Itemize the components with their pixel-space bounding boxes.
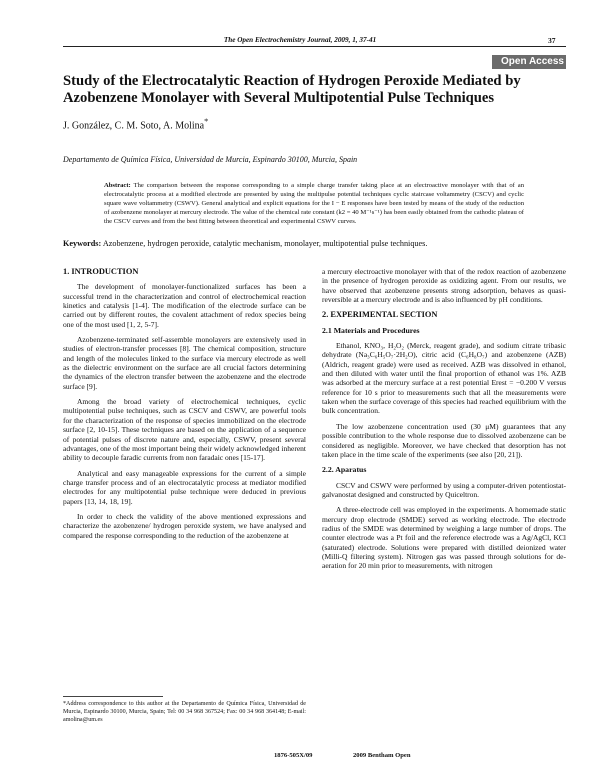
paragraph: A three-electrode cell was employed in the experiments. A homemade static mercury drop electrode (SMDE) served as working electrode. The electrode radius of the SMDE was determined by weighing a large number of drops. The counter electrode was a Pt foil and the reference electrode was a Ag/AgCl, KCl (saturated) electrode. Solutions were prepared with distilled deionized water (Milli-Q filtering system). Nitrogen gas was passed through solutions for de-aeration for 20 min prior to measurements, with nitrogen (322, 505, 566, 571)
authors (63, 117, 208, 131)
author-mark: * (204, 117, 209, 126)
open-access-badge: Open Access (492, 55, 566, 69)
keywords (63, 239, 568, 248)
header-rule (63, 46, 566, 47)
paragraph: Analytical and easy manageable expressions for the current of a simple charge transfer process and of an electrocatalytic process at mediator modified electrodes for any multipotential pulse technique were deduced in previous papers [13, 14, 18, 19]. (63, 468, 306, 506)
correspondence-footnote: *Address correspondence to this author at the Departamento de Química Física, Universidad de Murcia, Espinardo 30100, Murcia, Spain; Tel: 00 34 968 367524; Fax: 00 34 968 364148; E-mail: amolina@um.es (63, 701, 306, 724)
keywords-label: Keywords: (63, 239, 102, 248)
journal-header: The Open Electrochemistry Journal, 2009, 1, 37-41 (223, 36, 377, 44)
section-heading-introduction: 1. INTRODUCTION (63, 267, 139, 276)
paragraph: Ethanol, KNO₃, H₂O₂ (Merck, reagent grade), and sodium citrate tribasic dehydrate (Na₃C₆H₅O₇·2H₂O), citric acid (C₆H₈O₇) and azobenzene (AZB) (Aldrich, reagent grade) were used as received. AZB was dissolved in ethanol, and then diluted with water until the final proportion of ethanol was 1%. AZB was adsorbed at the mercury surface at a rest potential Erest = −0.200 V versus reference for 10 s prior to measurements such that all the measurements were taken when the surface coverage of this species had reached equilibrium with the bulk concentration. (322, 341, 566, 416)
paragraph: Azobenzene-terminated self-assemble monolayers are extensively used in studies of electron-transfer processes [8]. The chemical composition, structure and length of the molecules linked to the surface via mercury electrode as well as the dielectric environment on the surface are all crucial factors determining the dynamics of the electron transfer between the azobenzene and the electrode surface [9]. (63, 335, 306, 391)
paragraph: In order to check the validity of the above mentioned expressions and characterize the azobenzene/ hydrogen peroxide system, we have analysed and compared the response corresponding to the reduction of the azobenzene at (63, 511, 306, 540)
abstract-label: Abstract: (104, 182, 131, 189)
paragraph: The low azobenzene concentration used (30 μM) guarantees that any possible contribution to the whole response due to dissolved azobenzene can be considered as negligible. Moreover, we have checked that desorption has not taken place in the time scale of the experiments (see also [20, 21]). (322, 421, 566, 459)
abstract (104, 181, 524, 226)
subsection-heading-apparatus: 2.2. Aparatus (322, 465, 367, 475)
author-names: J. González, C. M. Soto, A. Molina (63, 120, 205, 132)
keywords-text: Azobenzene, hydrogen peroxide, catalytic mechanism, monolayer, multipotential pulse techniques. (102, 239, 428, 248)
abstract-text: The comparison between the response corresponding to a simple charge transfer taking place at an electroactive monolayer with that of an electrocatalytic process at a modified electrode are presented by using the multipulse potential techniques cyclic staircase voltammetry (CSCV) and cyclic square wave voltammetry (CSWV). General analytical and explicit equations for the I − E responses have been tested by means of the study of the reduction of azobenzene monolayer at mercury electrode. The value of the chemical rate constant (k2 = 40 M⁻¹s⁻¹) has been easily obtained from the cathodic plateau of the CSCV curves and from the best fitting between theoretical and experimental CSWV curves. (104, 182, 524, 226)
affiliation: Departamento de Química Física, Universidad de Murcia, Espinardo 30100, Murcia, Spain (63, 155, 358, 164)
footer-issn: 1876-505X/09 (274, 752, 313, 759)
footnote-rule (63, 696, 163, 697)
left-column (63, 267, 306, 540)
paragraph: Among the broad variety of electrochemical techniques, cyclic multipotential pulse techniques, such as CSCV and CSWV, are powerful tools for the characterization of the response of species immobilized on the electrode surface [2, 10-15]. These techniques are based on the application of a sequence of potential pulses of discrete nature and, especially, CSWV, present several advantages, one of the most important being their widely acknowledged inherent ability to decouple faradic currents from non faradaic ones [15-17]. (63, 397, 306, 463)
right-column (322, 267, 566, 571)
subsection-heading-materials: 2.1 Materials and Procedures (322, 325, 420, 335)
page-number: 37 (548, 36, 556, 45)
paragraph: The development of monolayer-functionalized surfaces has been a successful trend in the characterization and control of electrochemical reaction kinetics and catalysis [1-4]. The modification of the electrode surface can be carried out by different routes, the covalent attachment of redox species being one of the most used [1, 2, 5-7]. (63, 282, 306, 329)
paragraph: a mercury electroactive monolayer with that of the redox reaction of azobenzene in the presence of hydrogen peroxide as oxidizing agent. From our results, we have observed that azobenzene presents strong adsorption, behaves as quasi-reversible at a mercury electrode and is also influenced by pH conditions. (322, 267, 566, 305)
footer-publisher: 2009 Bentham Open (353, 752, 411, 759)
section-heading-experimental: 2. EXPERIMENTAL SECTION (322, 310, 438, 320)
paragraph: CSCV and CSWV were performed by using a computer-driven potentiostat-galvanostat designed and constructed by Quiceltron. (322, 480, 566, 499)
article-title: Study of the Electrocatalytic Reaction of Hydrogen Peroxide Mediated by Azobenzene Monolayer with Several Multipotential Pulse Techniques (63, 73, 521, 106)
